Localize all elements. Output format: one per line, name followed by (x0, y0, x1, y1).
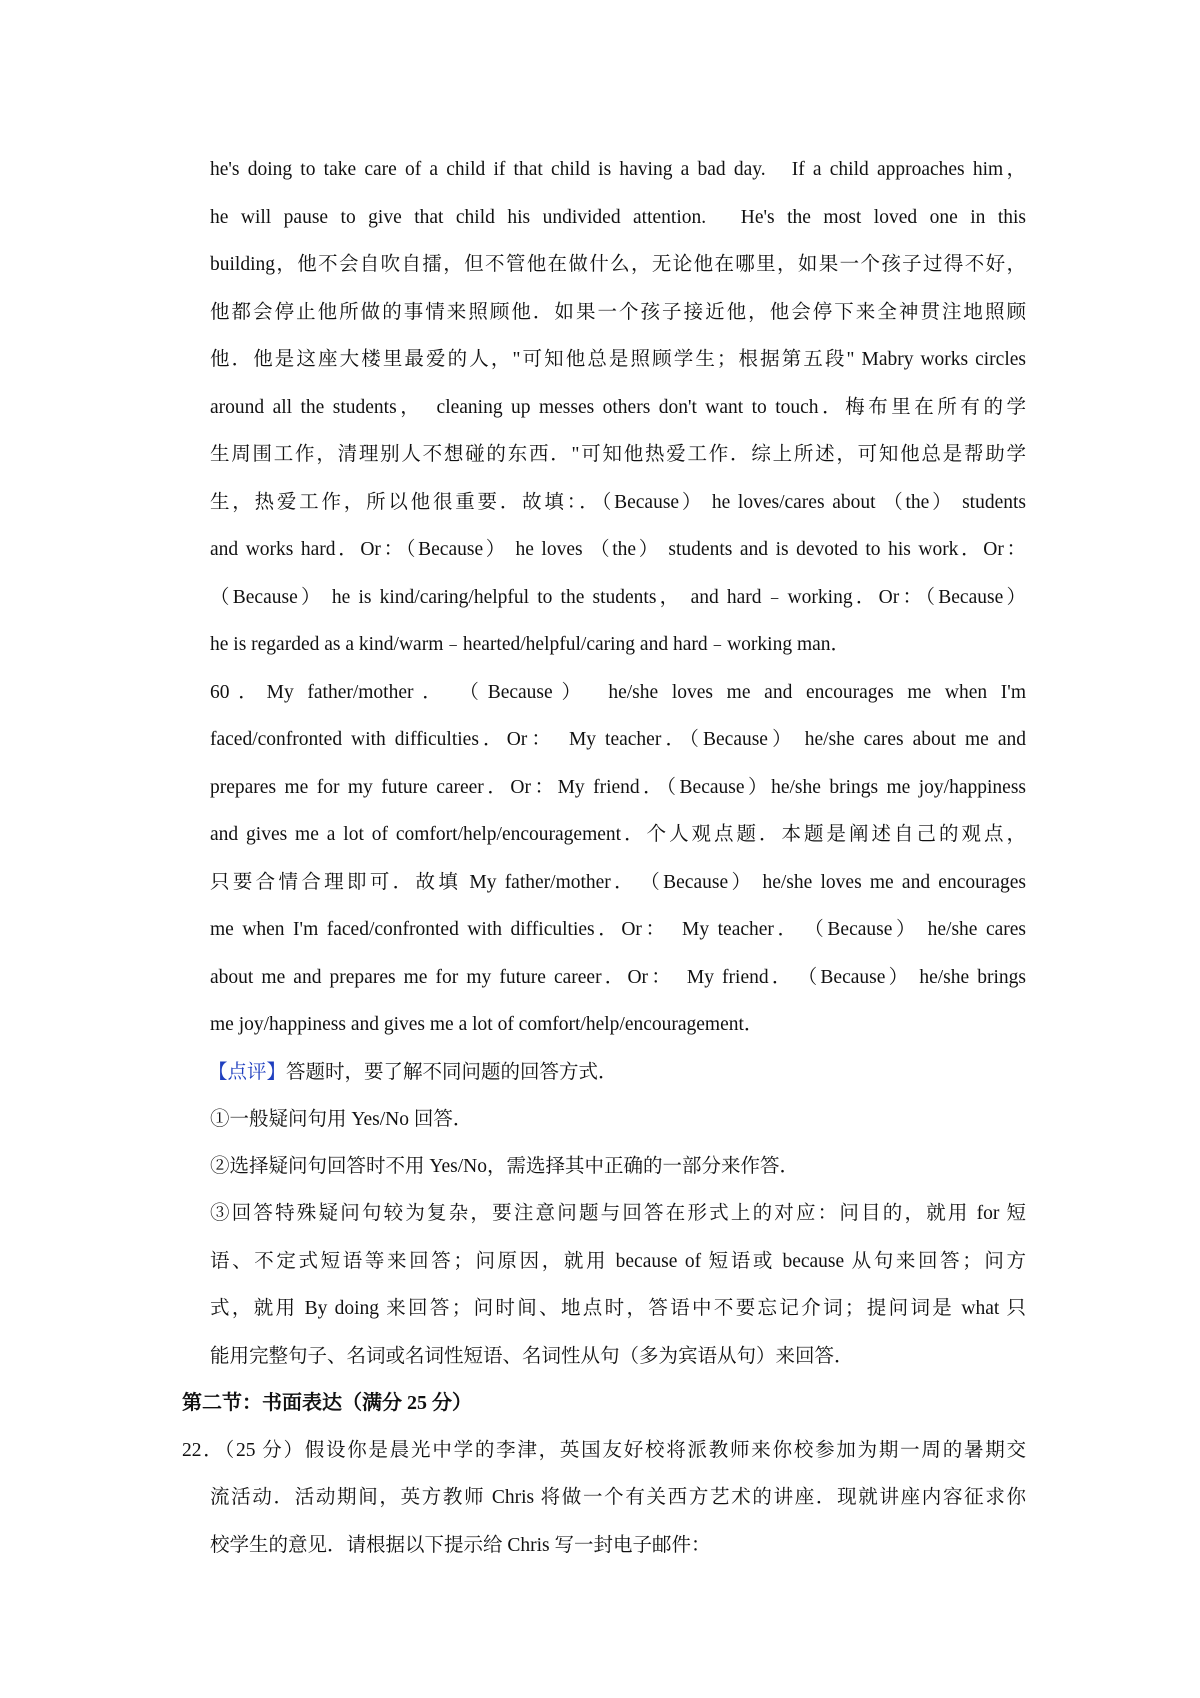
text-line: faced/confronted with difficulties．Or： My teacher．（Because） he/she cares about me and (210, 729, 1026, 750)
answer-explanation (210, 146, 1026, 1049)
text-line: around all the students， cleaning up messes others don't want to touch．梅布里在所有的学 (210, 396, 1026, 418)
text-line: 他．他是这座大楼里最爱的人，"可知他总是照顾学生；根据第五段" Mabry works circles (210, 349, 1026, 370)
comment-item-2: ②选择疑问句回答时不用 Yes/No，需选择其中正确的一部分来作答． (210, 1156, 799, 1177)
text-line: 语、不定式短语等来回答；问原因，就用 because of 短语或 because 从句来回答；问方 (210, 1250, 1026, 1272)
question-22-body (210, 1474, 1026, 1569)
text-line: （Because） he is kind/caring/helpful to the students， and hard﹣working．Or：（Because） (210, 586, 1026, 608)
text-line: 能用完整句子、名词或名词性短语、名词性从句（多为宾语从句）来回答． (210, 1345, 854, 1367)
question-22-first-line: 22．（25 分）假设你是晨光中学的李津，英国友好校将派教师来你校参加为期一周的暑期交 (182, 1440, 1026, 1461)
section-heading: 第二节：书面表达（满分 25 分） (182, 1392, 472, 1414)
text-line: he will pause to give that child his undivided attention. He's the most loved one in this (210, 206, 1026, 228)
text-line: 校学生的意见．请根据以下提示给 Chris 写一封电子邮件： (210, 1534, 711, 1556)
text-line: and works hard．Or：（Because） he loves （the） students and is devoted to his work．Or： (210, 539, 1026, 560)
comment-line (208, 1049, 618, 1097)
text-line: me when I'm faced/confronted with difficulties．Or： My teacher． （Because） he/she cares (210, 919, 1026, 940)
text-line: 60．My father/mother． （Because） he/she loves me and encourages me when I'm (210, 681, 1026, 703)
comment-tag: 【点评】 (208, 1062, 287, 1083)
text-line: ③回答特殊疑问句较为复杂，要注意问题与回答在形式上的对应：问目的，就用 for 短 (210, 1203, 1026, 1224)
text-line: 生周围工作，清理别人不想碰的东西．"可知他热爱工作．综上所述，可知他总是帮助学 (210, 444, 1026, 465)
text-line: 他都会停止他所做的事情来照顾他．如果一个孩子接近他，他会停下来全神贯注地照顾 (210, 301, 1026, 323)
text-line: he is regarded as a kind/warm﹣hearted/helpful/caring and hard﹣working man． (210, 634, 851, 655)
text-line: he's doing to take care of a child if that child is having a bad day. If a child approaches him， (210, 159, 1026, 180)
text-line: 只要合情合理即可．故填 My father/mother． （Because） he/she loves me and encourages (210, 871, 1026, 893)
text-line: building，他不会自吹自擂，但不管他在做什么，无论他在哪里，如果一个孩子过得不好， (210, 254, 1026, 275)
text-line: and gives me a lot of comfort/help/encouragement．个人观点题．本题是阐述自己的观点， (210, 824, 1026, 845)
text-line: me joy/happiness and gives me a lot of comfort/help/encouragement． (210, 1014, 764, 1035)
comment-item-3 (210, 1190, 1026, 1380)
text-line: 式，就用 By doing 来回答；问时间、地点时，答语中不要忘记介词；提问词是 what 只 (210, 1298, 1026, 1319)
text-line: 生，热爱工作，所以他很重要．故填：．（Because） he loves/cares about （the） students (210, 491, 1026, 513)
text-line: prepares me for my future career．Or：My friend．（Because）he/she brings me joy/happiness (210, 776, 1026, 798)
comment-text: 答题时，要了解不同问题的回答方式． (286, 1062, 618, 1083)
text-line: about me and prepares me for my future career．Or： My friend． （Because） he/she brings (210, 966, 1026, 988)
comment-item-1: ①一般疑问句用 Yes/No 回答． (210, 1109, 473, 1130)
text-line: 流活动．活动期间，英方教师 Chris 将做一个有关西方艺术的讲座．现就讲座内容征求你 (210, 1487, 1026, 1508)
